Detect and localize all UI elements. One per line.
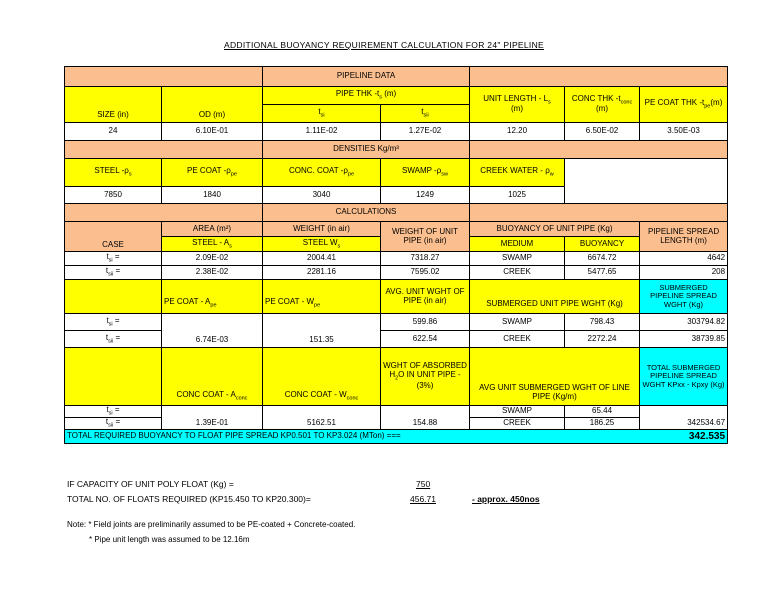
row2-unit-weight: 7595.02: [381, 266, 470, 280]
row5-medium: SWAMP: [470, 406, 565, 418]
swamp-density-value: 1249: [381, 187, 470, 204]
row3-spread: 303794.82: [640, 314, 728, 331]
conc-density-value: 3040: [263, 187, 381, 204]
pe-thk-label: PE COAT THK $-t_{pe}(m)$: [640, 87, 728, 123]
row2-area: 2.38E-02: [162, 266, 263, 280]
floats-label: TOTAL NO. OF FLOATS REQUIRED (KP15.450 TO KP20.300)=: [67, 494, 311, 504]
blank-cell: [65, 348, 162, 406]
total-sub-label: TOTAL SUBMERGED PIPELINE SPREAD WGHT KPxx - Kpxy (Kg): [640, 348, 728, 406]
pe-w-label: PE COAT - $W_{pe}$: [263, 280, 381, 314]
steel-density-value: 7850: [65, 187, 162, 204]
steel-area-label: STEEL - $A_s$: [162, 237, 263, 252]
pe-density-value: 1840: [162, 187, 263, 204]
pe-thk-value: 3.50E-03: [640, 123, 728, 141]
total-sub-value: 342534.67: [640, 406, 728, 430]
blank-cell: [65, 204, 263, 222]
row2-weight: 2281.16: [263, 266, 381, 280]
note-2: * Pipe unit length was assumed to be 12.16m: [89, 535, 250, 544]
blank-cell: [470, 204, 728, 222]
conc-thk-value: 6.50E-02: [565, 123, 640, 141]
row1-length: 4642: [640, 252, 728, 266]
pe-area-label: PE COAT - $A_{pe}$: [162, 280, 263, 314]
pe-w-value: 151.35: [263, 314, 381, 348]
conc-density-label: CONC. COAT $-\rho_{pe}$: [263, 159, 381, 187]
row3-medium: SWAMP: [470, 314, 565, 331]
floats-value: 456.71: [410, 494, 436, 504]
densities-header: DENSITIES Kg/m³: [263, 141, 470, 159]
sub-spread-label: SUBMERGED PIPELINE SPREAD WGHT (Kg): [640, 280, 728, 314]
row1-weight: 2004.41: [263, 252, 381, 266]
row1-unit-weight: 7318.27: [381, 252, 470, 266]
medium-label: MEDIUM: [470, 237, 565, 252]
tsii-value: 1.27E-02: [381, 123, 470, 141]
absorbed-value: 154.88: [381, 406, 470, 430]
blank-cell: [470, 141, 728, 159]
unit-length-value: 12.20: [470, 123, 565, 141]
row6-medium: CREEK: [470, 418, 565, 430]
row1-medium: SWAMP: [470, 252, 565, 266]
capacity-label: IF CAPACITY OF UNIT POLY FLOAT (Kg) =: [67, 479, 234, 489]
od-value: 6.10E-01: [162, 123, 263, 141]
weight-label: WEIGHT (in air): [263, 222, 381, 237]
weight-unit-pipe-label: WEIGHT OF UNIT PIPE (in air): [381, 222, 470, 252]
conc-w-label: CONC COAT - $W_{conc}$: [263, 348, 381, 406]
pe-density-label: PE COAT $-\rho_{pe}$: [162, 159, 263, 187]
conc-thk-label: CONC THK $-t_{conc}$ (m): [565, 87, 640, 123]
tsi-value: 1.11E-02: [263, 123, 381, 141]
tsi-label: $t_{si}$: [263, 105, 381, 123]
row2-length: 208: [640, 266, 728, 280]
buoyancy-col-label: BUOYANCY: [565, 237, 640, 252]
case-tsii: $t_{sii}$ =: [65, 418, 162, 430]
row4-submerged: 2272.24: [565, 331, 640, 348]
od-label: OD (m): [162, 87, 263, 123]
spread-length-label: PIPELINE SPREAD LENGTH (m): [640, 222, 728, 252]
size-label: SIZE (in): [65, 87, 162, 123]
blank-cell: [65, 280, 162, 314]
page-title: ADDITIONAL BUOYANCY REQUIREMENT CALCULATION FOR 24" PIPELINE: [224, 40, 544, 50]
submerged-label: SUBMERGED UNIT PIPE WGHT (Kg): [470, 280, 640, 314]
steel-w-label: STEEL $W_s$: [263, 237, 381, 252]
blank-cell: [65, 141, 263, 159]
calculation-table: [64, 66, 728, 444]
conc-area-label: CONC COAT - $A_{conc}$: [162, 348, 263, 406]
row2-buoyancy: 5477.65: [565, 266, 640, 280]
case-label: CASE: [65, 222, 162, 252]
row6-avg-sub: 186.25: [565, 418, 640, 430]
calculations-header: CALCULATIONS: [263, 204, 470, 222]
blank-cell: [565, 159, 728, 204]
size-value: 24: [65, 123, 162, 141]
blank-cell: [470, 67, 728, 87]
avg-sub-label: AVG UNIT SUBMERGED WGHT OF LINE PIPE (Kg/m): [470, 348, 640, 406]
row4-spread: 38739.85: [640, 331, 728, 348]
case-tsi: $t_{si}$ =: [65, 406, 162, 418]
conc-area-value: 1.39E-01: [162, 406, 263, 430]
row2-medium: CREEK: [470, 266, 565, 280]
total-buoyancy-label: TOTAL REQUIRED BUOYANCY TO FLOAT PIPE SPREAD KP0.501 TO KP3.024 (MTon) ===: [65, 430, 640, 444]
row5-avg-sub: 65.44: [565, 406, 640, 418]
tsii-label: $t_{sii}$: [381, 105, 470, 123]
blank-cell: [65, 67, 263, 87]
total-buoyancy-value: 342.535: [640, 430, 728, 444]
row4-medium: CREEK: [470, 331, 565, 348]
absorbed-label: WGHT OF ABSORBED $H_2O$ IN UNIT PIPE - (3%): [381, 348, 470, 406]
case-tsi: $t_{si}$ =: [65, 252, 162, 266]
capacity-value: 750: [416, 479, 431, 489]
row1-buoyancy: 6674.72: [565, 252, 640, 266]
creek-density-value: 1025: [470, 187, 565, 204]
row3-submerged: 798.43: [565, 314, 640, 331]
case-tsi: $t_{si}$ =: [65, 314, 162, 331]
buoyancy-label: BUOYANCY OF UNIT PIPE (Kg): [470, 222, 640, 237]
swamp-density-label: SWAMP $-\rho_{sw}$: [381, 159, 470, 187]
approx-note: - approx. 450nos: [472, 494, 540, 504]
note-1: Note: * Field joints are preliminarily assumed to be PE-coated + Concrete-coated.: [67, 520, 356, 529]
row3-avg: 599.86: [381, 314, 470, 331]
conc-w-value: 5162.51: [263, 406, 381, 430]
pipe-thk-label: PIPE THK $-t_s$ (m): [263, 87, 470, 105]
area-label: AREA (m²): [162, 222, 263, 237]
avg-unit-label: AVG. UNIT WGHT OF PIPE (in air): [381, 280, 470, 314]
case-tsii: $t_{sii}$ =: [65, 331, 162, 348]
case-tsii: $t_{sii}$ =: [65, 266, 162, 280]
row1-area: 2.09E-02: [162, 252, 263, 266]
creek-density-label: CREEK WATER - $\rho_w$: [470, 159, 565, 187]
steel-density-label: STEEL $-\rho_s$: [65, 159, 162, 187]
row4-avg: 622.54: [381, 331, 470, 348]
pipeline-data-header: PIPELINE DATA: [263, 67, 470, 87]
pe-area-value: 6.74E-03: [162, 314, 263, 348]
unit-length-label: UNIT LENGTH - $L_s$ (m): [470, 87, 565, 123]
